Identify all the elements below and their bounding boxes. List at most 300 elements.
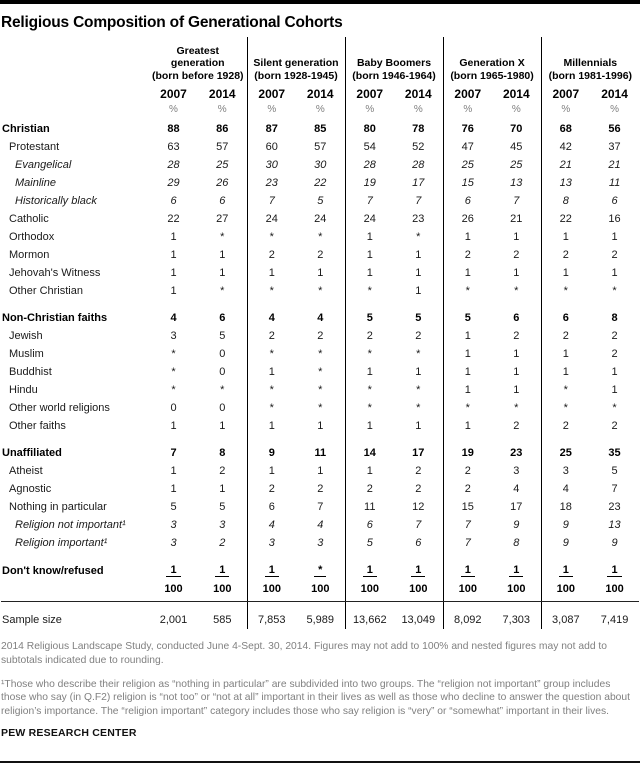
underlined-value: 1 — [265, 564, 279, 577]
cell-value: 15 — [443, 498, 492, 516]
cell-value: 1 — [541, 228, 590, 246]
cell-value: 100 — [198, 580, 247, 602]
cell-value: 3 — [541, 462, 590, 480]
top-border-bar — [0, 0, 640, 4]
cell-value: 88 — [167, 123, 180, 136]
cell-value: 60 — [247, 138, 296, 156]
underlined-value: 1 — [607, 564, 621, 577]
cell-value: 100 — [345, 580, 394, 602]
cell-value: 37 — [608, 141, 621, 154]
cell-value: 1 — [415, 366, 422, 379]
cell-value: * — [541, 282, 590, 300]
cell-value: 3 — [170, 330, 177, 343]
year-row-label-cell — [1, 83, 149, 102]
cell-value: * — [514, 285, 519, 298]
table-row — [1, 246, 639, 264]
row-label: Other Christian — [9, 285, 83, 298]
source-note: 2014 Religious Landscape Study, conducted June 4-Sept. 30, 2014. Figures may not add to 100% and nested figures may not add to subtotals indicated due to rounding. — [1, 641, 608, 666]
cell-value: 18 — [541, 498, 590, 516]
cell-value: * — [416, 231, 421, 244]
cell-value: 17 — [412, 447, 425, 460]
cell-value: * — [220, 231, 225, 244]
cell-value: 2 — [345, 327, 394, 345]
cell-value: 1 — [415, 249, 422, 262]
percent-symbol: % — [541, 102, 590, 120]
table-row — [1, 174, 639, 192]
cell-value: 1 — [541, 345, 590, 363]
cell-value: * — [612, 402, 617, 415]
row-label: Jewish — [9, 330, 43, 343]
cell-value: 7 — [317, 501, 324, 514]
cell-value: * — [171, 366, 176, 379]
row-label: Muslim — [9, 348, 44, 361]
cell-value: 4 — [541, 480, 590, 498]
cell-value: 100 — [247, 580, 296, 602]
cell-value: 1 — [219, 267, 226, 280]
percent-symbol: % — [413, 104, 423, 116]
cell-value: 8 — [219, 447, 226, 460]
cell-value: 22 — [167, 213, 180, 226]
cell-value: 21 — [541, 156, 590, 174]
percent-symbol: % — [345, 102, 394, 120]
cell-value: 1 — [317, 420, 324, 433]
cell-value: 1 — [443, 345, 492, 363]
cell-value — [590, 552, 639, 580]
cell-value: * — [318, 231, 323, 244]
generation-born-range: (born 1946-1964) — [352, 69, 436, 82]
cell-value: 2 — [443, 462, 492, 480]
cell-value: * — [443, 399, 492, 417]
cell-value: 0 — [170, 402, 177, 415]
cell-value: 7 — [611, 483, 618, 496]
row-label: Orthodox — [9, 231, 55, 244]
cell-value: 5 — [611, 465, 618, 478]
cell-value: 1 — [443, 327, 492, 345]
cell-value: 1 — [345, 417, 394, 435]
cell-value: 29 — [167, 177, 180, 190]
cell-value: 11 — [345, 498, 394, 516]
cell-value: * — [247, 282, 296, 300]
cell-value: 1 — [611, 231, 618, 244]
cell-value: 1 — [415, 420, 422, 433]
percent-symbol: % — [247, 102, 296, 120]
cell-value: 1 — [513, 348, 520, 361]
cell-value — [345, 552, 394, 580]
cell-value: 5,989 — [306, 614, 335, 627]
cell-value: 1 — [443, 417, 492, 435]
cell-value: 24 — [345, 210, 394, 228]
cell-value: 17 — [412, 177, 425, 190]
cell-value: 9 — [611, 537, 618, 550]
cell-value: 6 — [170, 195, 177, 208]
cell-value: 2 — [611, 330, 618, 343]
row-label: Mormon — [9, 249, 50, 262]
cell-value: 8,092 — [443, 602, 492, 630]
cell-value: 5 — [317, 195, 324, 208]
cell-value: 5 — [345, 300, 394, 327]
group-header-row — [1, 37, 639, 83]
cell-value: 2 — [611, 249, 618, 262]
bottom-border-line — [0, 761, 640, 763]
cell-value: 1 — [345, 228, 394, 246]
cell-value: 1 — [247, 264, 296, 282]
cell-value: 1 — [443, 228, 492, 246]
cell-value: 7,419 — [600, 614, 629, 627]
generation-born-range: (born 1981-1996) — [548, 69, 633, 82]
cell-value: 1 — [170, 249, 177, 262]
cell-value: 1 — [513, 231, 520, 244]
table-row — [1, 417, 639, 435]
cell-value: 1 — [611, 366, 618, 379]
cell-value: 42 — [541, 138, 590, 156]
table-row — [1, 120, 639, 138]
cell-value: 23 — [247, 174, 296, 192]
row-label: Evangelical — [15, 159, 72, 172]
cell-value: 28 — [412, 159, 425, 172]
percent-symbol: % — [443, 102, 492, 120]
cell-value: 68 — [541, 120, 590, 138]
table-row — [1, 327, 639, 345]
percent-symbol: % — [610, 104, 619, 116]
cell-value: 7 — [513, 195, 520, 208]
row-label: Unaffiliated — [2, 447, 62, 460]
cell-value: * — [345, 345, 394, 363]
cell-value: 47 — [443, 138, 492, 156]
cell-value: 3 — [170, 519, 177, 532]
cell-value: 3 — [219, 519, 226, 532]
table-row — [1, 516, 639, 534]
cell-value: 9 — [541, 516, 590, 534]
cell-value: 13,049 — [401, 614, 436, 627]
table-row — [1, 552, 639, 580]
underlined-value: 1 — [461, 564, 475, 577]
cell-value: * — [416, 384, 421, 397]
cell-value: 6 — [541, 300, 590, 327]
cell-value — [443, 552, 492, 580]
cell-value — [541, 552, 590, 580]
cell-value: 1 — [611, 384, 618, 397]
cell-value: 7 — [170, 447, 177, 460]
cell-value: 1 — [345, 363, 394, 381]
cell-value: 1 — [513, 384, 520, 397]
cell-value: 1 — [247, 363, 296, 381]
cell-value: * — [247, 228, 296, 246]
table-row — [1, 602, 639, 630]
row-label: Religion not important¹ — [15, 519, 126, 532]
row-label: Nothing in particular — [9, 501, 107, 514]
cell-value: * — [612, 285, 617, 298]
cell-value: 8 — [611, 312, 618, 325]
cell-value: 5 — [443, 300, 492, 327]
cell-value: 100 — [296, 580, 345, 602]
cell-value: 1 — [513, 267, 520, 280]
table-row — [1, 138, 639, 156]
cell-value: 86 — [216, 123, 229, 136]
cell-value: 85 — [314, 123, 327, 136]
cell-value: 6 — [443, 192, 492, 210]
underlined-value: 1 — [215, 564, 229, 577]
generation-name: Silent generation — [253, 57, 339, 70]
cell-value: 52 — [412, 141, 425, 154]
cell-value: 5 — [219, 501, 226, 514]
cell-value — [198, 552, 247, 580]
cell-value: 0 — [219, 348, 226, 361]
cell-value: 6 — [219, 312, 226, 325]
underlined-value: * — [314, 564, 326, 577]
year-header: 2014 — [601, 87, 628, 102]
cell-value: * — [345, 282, 394, 300]
cell-value: 1 — [317, 267, 324, 280]
year-header: 2014 — [502, 87, 530, 102]
row-label: Sample size — [2, 614, 62, 627]
cell-value: 4 — [317, 519, 324, 532]
cell-value: 1 — [170, 420, 177, 433]
row-label: Other faiths — [9, 420, 66, 433]
cell-value: * — [416, 402, 421, 415]
year-header: 2014 — [306, 87, 334, 102]
cell-value: 21 — [608, 159, 621, 172]
cell-value: 2 — [513, 249, 520, 262]
generation-group-header — [443, 37, 541, 83]
cell-value: 2 — [219, 465, 226, 478]
cell-value: 1 — [415, 267, 422, 280]
cell-value: 13,662 — [345, 602, 394, 630]
year-header: 2007 — [443, 83, 492, 102]
generation-group-header — [149, 37, 247, 83]
cell-value: 1 — [345, 246, 394, 264]
percent-symbol: % — [169, 104, 178, 116]
cell-value: 1 — [541, 363, 590, 381]
percent-row — [1, 102, 639, 120]
cell-value: 3 — [513, 465, 520, 478]
cell-value: 9 — [541, 534, 590, 552]
cell-value: 3 — [170, 537, 177, 550]
cell-value: * — [171, 384, 176, 397]
cell-value: 80 — [345, 120, 394, 138]
cell-value: 7 — [247, 192, 296, 210]
year-header: 2007 — [160, 87, 187, 102]
generation-group-header — [247, 37, 345, 83]
cell-value: 6 — [345, 516, 394, 534]
page-title: Religious Composition of Generational Cohorts — [1, 14, 343, 31]
cell-value: 1 — [443, 363, 492, 381]
cell-value: 8 — [541, 192, 590, 210]
cell-value: 2 — [247, 246, 296, 264]
cell-value: 6 — [415, 537, 422, 550]
cell-value: 6 — [219, 195, 226, 208]
cell-value: 78 — [412, 123, 425, 136]
pew-research-center-label: PEW RESEARCH CENTER — [1, 727, 137, 739]
cell-value: 1 — [415, 285, 422, 298]
cell-value: 5 — [170, 501, 177, 514]
cell-value: 28 — [167, 159, 180, 172]
cell-value: 1 — [170, 483, 177, 496]
generation-born-range: (born 1965-1980) — [450, 69, 534, 82]
cell-value: 1 — [219, 483, 226, 496]
cell-value: * — [318, 366, 323, 379]
table-body — [1, 120, 639, 629]
cell-value: 2 — [513, 420, 520, 433]
cell-value: 100 — [492, 580, 541, 602]
cell-value: 6 — [611, 195, 618, 208]
row-label: Historically black — [15, 195, 97, 208]
cell-value: 9 — [247, 435, 296, 462]
cell-value: 23 — [412, 213, 425, 226]
cell-value: 1 — [513, 366, 520, 379]
percent-symbol: % — [217, 104, 227, 116]
cell-value: 87 — [247, 120, 296, 138]
cell-value: 4 — [247, 516, 296, 534]
cell-value: 12 — [412, 501, 425, 514]
cell-value: 2 — [443, 480, 492, 498]
row-label: Catholic — [9, 213, 49, 226]
cell-value: 70 — [510, 123, 523, 136]
cell-value: * — [318, 384, 323, 397]
cell-value: 3 — [247, 534, 296, 552]
cell-value: 23 — [608, 501, 621, 514]
cell-value: 19 — [443, 435, 492, 462]
cell-value: 13 — [541, 174, 590, 192]
cell-value: 13 — [510, 177, 523, 190]
table-row — [1, 192, 639, 210]
cell-value: 6 — [247, 498, 296, 516]
percent-symbol: % — [511, 104, 521, 116]
cell-value: 2 — [415, 483, 422, 496]
table-row — [1, 435, 639, 462]
cell-value: 2 — [415, 465, 422, 478]
row-label: Atheist — [9, 465, 43, 478]
row-label: Christian — [2, 123, 50, 136]
cell-value: 45 — [510, 141, 523, 154]
cell-value: 3 — [317, 537, 324, 550]
cell-value: 24 — [314, 213, 327, 226]
cell-value: 25 — [216, 159, 229, 172]
row-label: Jehovah's Witness — [9, 267, 101, 280]
cell-value: * — [171, 348, 176, 361]
table-row — [1, 210, 639, 228]
cell-value — [149, 552, 198, 580]
cell-value: 8 — [513, 537, 520, 550]
cell-value: 27 — [216, 213, 229, 226]
cell-value: 1 — [317, 465, 324, 478]
cell-value: 100 — [394, 580, 443, 602]
cell-value: 63 — [167, 141, 180, 154]
cell-value: 1 — [170, 285, 177, 298]
cell-value: 6 — [513, 312, 520, 325]
cell-value: * — [220, 384, 225, 397]
cell-value: 22 — [541, 210, 590, 228]
cell-value: 7 — [443, 516, 492, 534]
cell-value: 1 — [170, 231, 177, 244]
cell-value: 1 — [443, 264, 492, 282]
table-row — [1, 498, 639, 516]
cell-value: 26 — [216, 177, 229, 190]
cell-value: 1 — [541, 264, 590, 282]
cell-value: 2 — [247, 480, 296, 498]
cell-value: 2 — [443, 246, 492, 264]
cell-value: * — [318, 402, 323, 415]
table-row — [1, 264, 639, 282]
cell-value: 25 — [510, 159, 523, 172]
cell-value: 30 — [314, 159, 327, 172]
cell-value: * — [247, 345, 296, 363]
row-label: Buddhist — [9, 366, 52, 379]
cell-value: 2 — [317, 330, 324, 343]
cell-value: 100 — [590, 580, 639, 602]
cell-value: * — [318, 348, 323, 361]
cell-value: 3,087 — [541, 602, 590, 630]
cell-value: * — [345, 381, 394, 399]
religious-composition-table — [1, 37, 639, 629]
underlined-value: 1 — [166, 564, 180, 577]
cell-value — [247, 552, 296, 580]
generation-born-range: (born before 1928) — [151, 69, 244, 82]
table-row — [1, 156, 639, 174]
cell-value: 2 — [611, 348, 618, 361]
generation-name: Greatest generation — [170, 45, 225, 70]
row-label: Mainline — [15, 177, 56, 190]
generation-group-header — [345, 37, 443, 83]
underlined-value: 1 — [411, 564, 425, 577]
cell-value: 2 — [541, 327, 590, 345]
cell-value: * — [247, 381, 296, 399]
cell-value: 5 — [415, 312, 422, 325]
cell-value: 2 — [345, 480, 394, 498]
cell-value: 2 — [317, 249, 324, 262]
cell-value — [296, 552, 345, 580]
cell-value: 56 — [608, 123, 621, 136]
underlined-value: 1 — [559, 564, 573, 577]
table-row — [1, 363, 639, 381]
year-header: 2014 — [404, 87, 432, 102]
cell-value: * — [541, 381, 590, 399]
cell-value: 57 — [216, 141, 229, 154]
cell-value: 57 — [314, 141, 327, 154]
cell-value: 2 — [219, 537, 226, 550]
cell-value: 21 — [510, 213, 523, 226]
cell-value: 1 — [345, 462, 394, 480]
generation-born-range: (born 1928-1945) — [254, 69, 338, 82]
cell-value: 1 — [611, 267, 618, 280]
cell-value: 4 — [170, 312, 177, 325]
cell-value: 7 — [415, 195, 422, 208]
row-label: Other world religions — [9, 402, 110, 415]
table-row — [1, 228, 639, 246]
table-row — [1, 534, 639, 552]
cell-value: 15 — [443, 174, 492, 192]
cell-value: 1 — [247, 462, 296, 480]
cell-value: 1 — [247, 417, 296, 435]
generation-name: Millennials — [563, 57, 618, 70]
corner-cell — [1, 37, 149, 83]
table-row — [1, 462, 639, 480]
cell-value: 1 — [345, 264, 394, 282]
row-label: Hindu — [9, 384, 38, 397]
cell-value: 4 — [247, 300, 296, 327]
cell-value: 2,001 — [159, 614, 188, 627]
cell-value: 30 — [247, 156, 296, 174]
cell-value: * — [514, 402, 519, 415]
generation-name: Generation X — [459, 57, 525, 70]
underlined-value: 1 — [363, 564, 377, 577]
cell-value: 7 — [345, 192, 394, 210]
cell-value: 25 — [443, 156, 492, 174]
year-header: 2014 — [208, 87, 236, 102]
cell-value: 1 — [170, 267, 177, 280]
table-header — [1, 37, 639, 120]
cell-value: 23 — [510, 447, 523, 460]
cell-value: 19 — [345, 174, 394, 192]
